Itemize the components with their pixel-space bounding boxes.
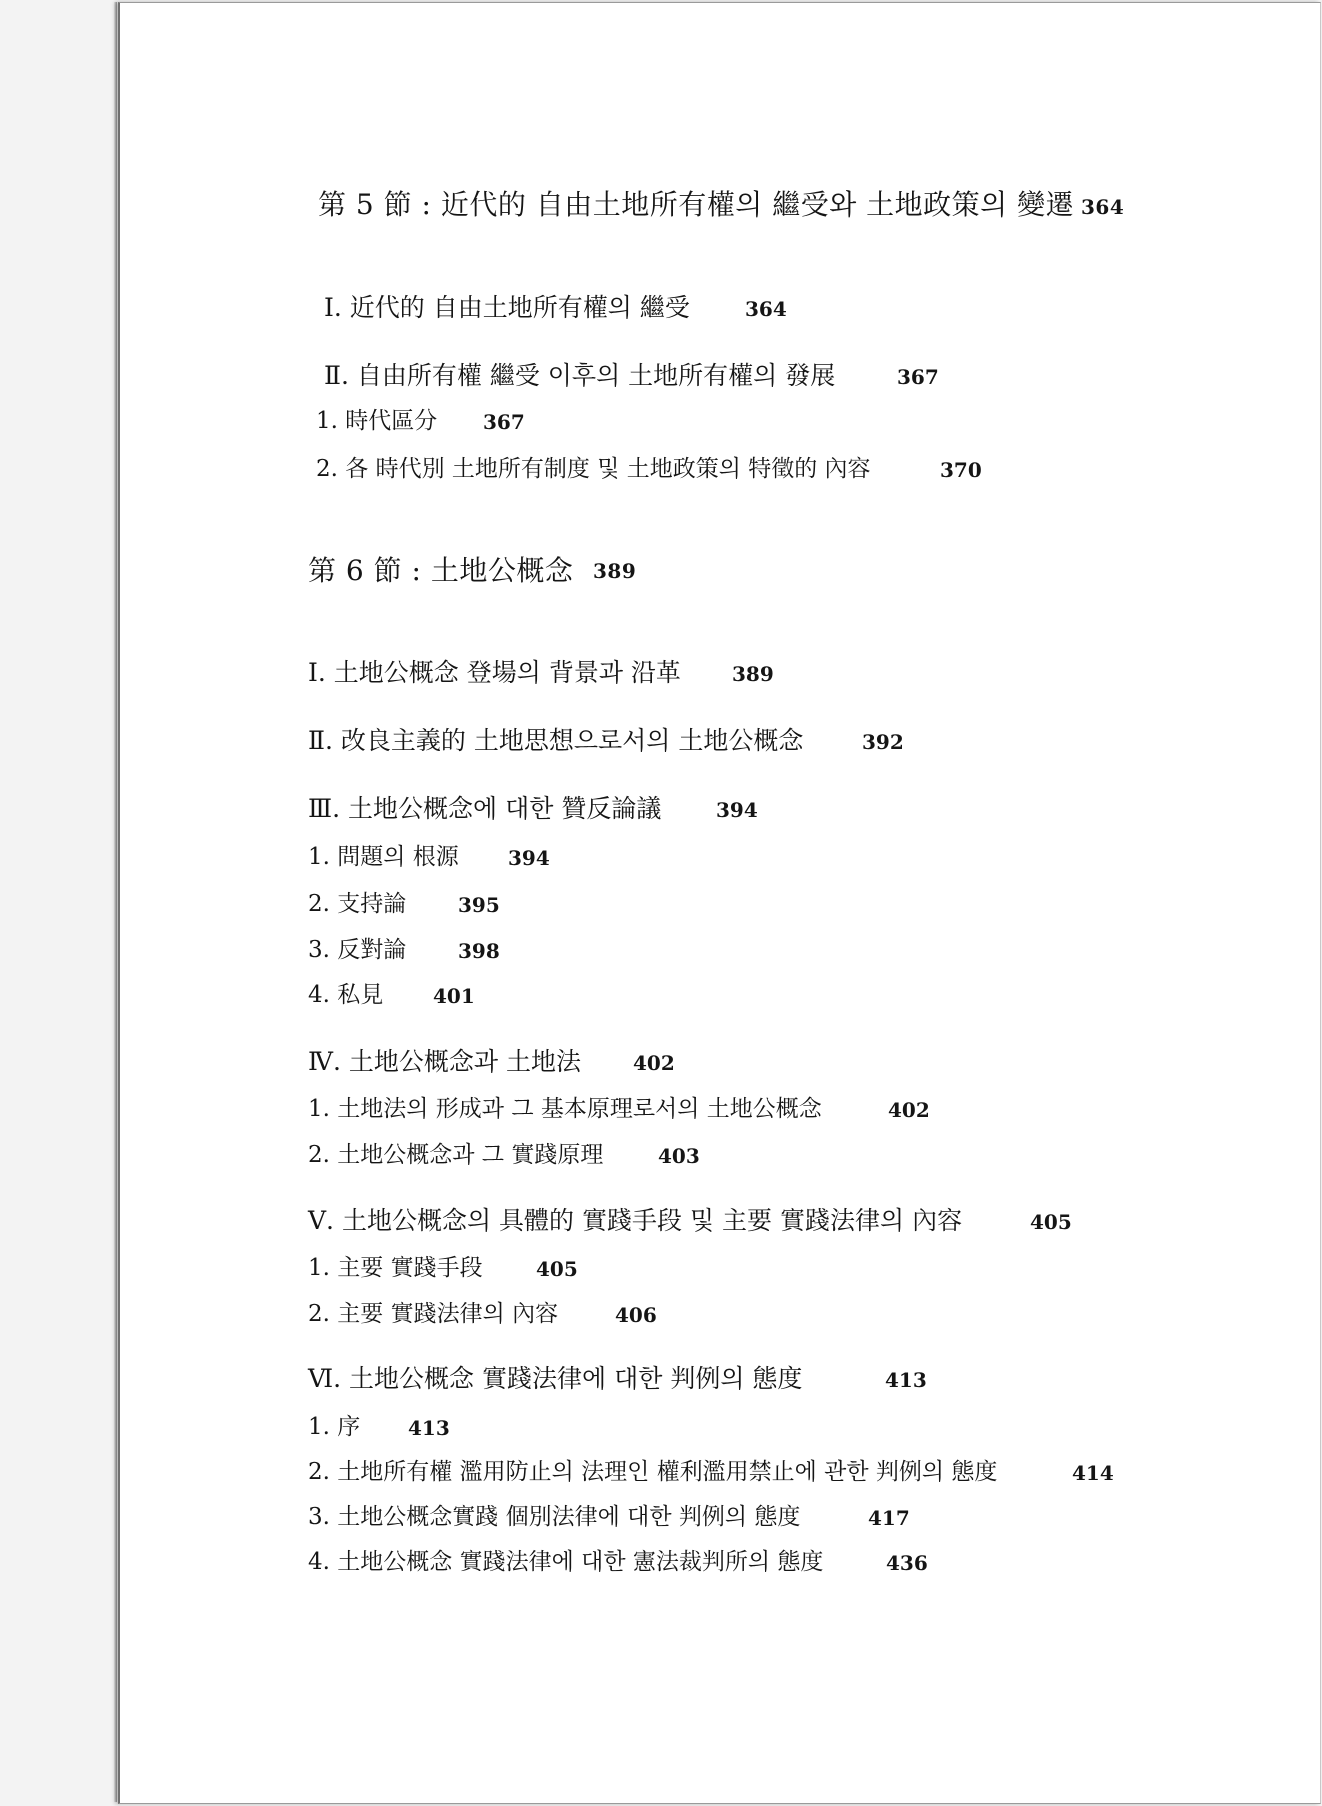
subsection-heading [308, 726, 904, 755]
subsection-title: Ⅵ. 土地公概念 實踐法律에 대한 判例의 態度 [308, 1364, 803, 1393]
toc-item-page-number: 401 [433, 984, 475, 1008]
toc-item [308, 1459, 1114, 1485]
toc-item-title: 1. 時代區分 [316, 408, 438, 434]
document-page [118, 2, 1321, 1804]
toc-item [308, 844, 550, 870]
toc-item-title: 4. 土地公概念 實踐法律에 대한 憲法裁判所의 態度 [308, 1549, 824, 1575]
subsection-page-number: 392 [862, 730, 904, 754]
toc-item [308, 1255, 578, 1281]
toc-item [308, 1142, 700, 1168]
toc-item-title: 2. 支持論 [308, 891, 407, 917]
toc-item-page-number: 406 [615, 1303, 657, 1327]
toc-item-title: 1. 主要 實踐手段 [308, 1255, 483, 1281]
section-heading-6 [308, 554, 637, 587]
subsection-page-number: 364 [745, 297, 787, 321]
toc-item-page-number: 395 [458, 893, 500, 917]
toc-item-title: 2. 土地公概念과 그 實踐原理 [308, 1142, 604, 1168]
subsection-title: Ⅰ. 土地公概念 登場의 背景과 沿革 [308, 658, 681, 687]
toc-item-title: 3. 土地公概念實踐 個別法律에 대한 判例의 態度 [308, 1504, 801, 1530]
toc-item [316, 456, 982, 482]
toc-item [308, 1414, 450, 1440]
toc-item-page-number: 402 [888, 1098, 930, 1122]
toc-item-page-number: 436 [886, 1551, 928, 1575]
page-edge-shadow [114, 2, 117, 1802]
toc-item-title: 2. 各 時代別 土地所有制度 및 土地政策의 特徵的 內容 [316, 456, 871, 482]
toc-item [316, 408, 525, 434]
subsection-page-number: 389 [732, 662, 774, 686]
subsection-heading [308, 1047, 675, 1076]
section-page-number: 364 [1081, 195, 1125, 219]
subsection-page-number: 413 [885, 1368, 927, 1392]
subsection-page-number: 367 [897, 365, 939, 389]
toc-item-title: 2. 土地所有權 濫用防止의 法理인 權利濫用禁止에 관한 判例의 態度 [308, 1459, 998, 1485]
subsection-title: Ⅲ. 土地公概念에 대한 贊反論議 [308, 794, 662, 823]
toc-item-page-number: 405 [536, 1257, 578, 1281]
toc-item [308, 1301, 657, 1327]
toc-item-page-number: 417 [868, 1506, 910, 1530]
toc-item-page-number: 370 [940, 458, 982, 482]
subsection-title: Ⅳ. 土地公概念과 土地法 [308, 1047, 581, 1076]
subsection-title: Ⅱ. 改良主義的 土地思想으로서의 土地公概念 [308, 726, 804, 755]
toc-item-page-number: 367 [483, 410, 525, 434]
subsection-heading [324, 361, 939, 390]
subsection-heading [324, 293, 787, 322]
toc-item-page-number: 394 [508, 846, 550, 870]
subsection-title: Ⅱ. 自由所有權 繼受 이후의 土地所有權의 發展 [324, 361, 836, 390]
toc-item-title: 1. 問題의 根源 [308, 844, 459, 870]
subsection-heading [308, 794, 758, 823]
toc-item-page-number: 398 [458, 939, 500, 963]
toc-item-page-number: 403 [658, 1144, 700, 1168]
subsection-page-number: 405 [1030, 1210, 1072, 1234]
toc-item-page-number: 413 [408, 1416, 450, 1440]
toc-item-title: 2. 主要 實踐法律의 內容 [308, 1301, 559, 1327]
section-heading-5 [318, 188, 1125, 221]
subsection-heading [308, 658, 774, 687]
toc-item-title: 1. 序 [308, 1414, 361, 1440]
toc-item [308, 937, 500, 963]
toc-item [308, 1504, 910, 1530]
subsection-title: Ⅴ. 土地公概念의 具體的 實踐手段 및 主要 實踐法律의 內容 [308, 1206, 963, 1235]
subsection-heading [308, 1364, 927, 1393]
section-title: 第 5 節 : 近代的 自由土地所有權의 繼受와 土地政策의 變遷 [318, 188, 1075, 221]
subsection-title: Ⅰ. 近代的 自由土地所有權의 繼受 [324, 293, 690, 322]
toc-item-title: 3. 反對論 [308, 937, 407, 963]
subsection-page-number: 402 [633, 1051, 675, 1075]
subsection-heading [308, 1206, 1072, 1235]
section-title: 第 6 節 : 土地公概念 [308, 554, 574, 587]
section-page-number: 389 [593, 559, 637, 583]
subsection-page-number: 394 [716, 798, 758, 822]
toc-item-title: 1. 土地法의 形成과 그 基本原理로서의 土地公概念 [308, 1096, 822, 1122]
toc-item [308, 982, 475, 1008]
toc-item [308, 1096, 930, 1122]
toc-item-page-number: 414 [1072, 1461, 1114, 1485]
toc-item-title: 4. 私見 [308, 982, 384, 1008]
toc-item [308, 1549, 928, 1575]
toc-item [308, 891, 500, 917]
